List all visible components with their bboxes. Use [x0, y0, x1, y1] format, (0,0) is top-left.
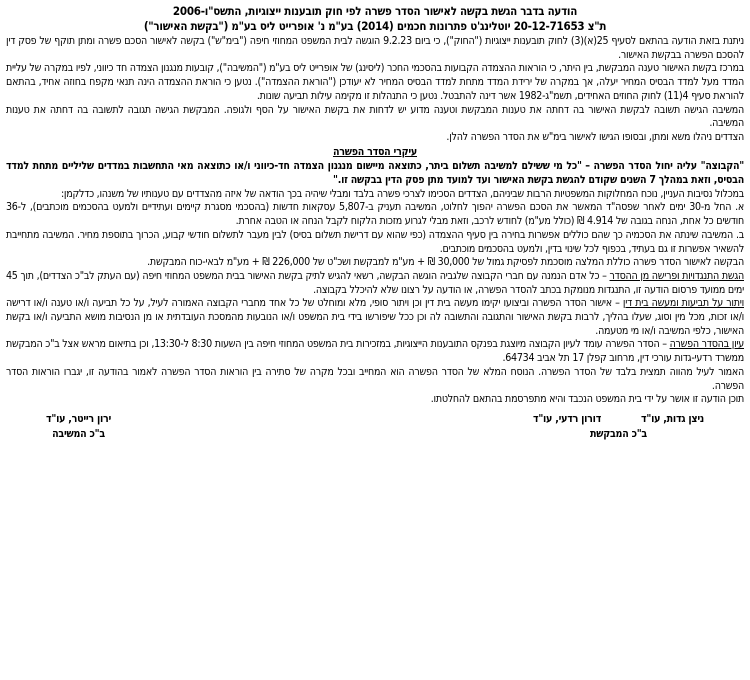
waiver-paragraph	[6, 297, 744, 338]
signature-block	[6, 413, 744, 441]
settlement-item-b: ב. המשיבה שינתה את הסכמיה כך שהם כוללים אפשרות בחירה בין סעיף ההצמדה (כפי שהוא עם דרישת תשלום בסיס) לבין מעבר לתשלום חודשי קבוע, הכרוך בתוספת מחיר. המשיבה מתחייבת להשאיר אפשרות זו גם בעתיד, בכפוף לכל שינוי בדין, ולמעט בהסכמים מוכתבים.	[6, 228, 744, 255]
group-prefix: "הקבוצה" עליה יחול הסדר הפשרה –	[585, 160, 744, 173]
viewing-paragraph	[6, 338, 744, 365]
waiver-label: ויתור על תביעות ומעשה בית דין	[622, 297, 744, 310]
paragraph-response: המשיבה הגישה תשובה לבקשת האישור בה דחתה את טענות המבקשת וטענה מדוע יש לדחות את בקשת האישור על הסף ולגופה. המבקשת הגישה תגובה לתשובה בה דחתה את טענות המשיבה.	[6, 103, 744, 130]
group-def: "כל מי ששילם למשיבה תשלום ביתר, כתוצאה מיישום מנגנון הצמדה חד-כיווני ו/או כתוצאה מאי התחשבות במדדים שליליים מתחת למדד הבסיס, וזאת במהלך 7 השנים שקודם להגשת בקשת האישור ועד למועד מתן פסק הדין בבקשה זו."	[6, 160, 744, 187]
settlement-item-a: א. החל מ-30 ימים לאחר שפסה"ד המאשר את הסכם הפשרה יהפוך לחלוט, המשיבה תעניק ב-5,807 עסקאות חדשות (בהסכמי מסגרת קיימים ועתידיים ולמעט בהסכמים מוכתבים), ל-36 חודשים כל אחת, הנחה בגובה של 4.914 ₪ (כולל מע"מ) לחודש לרכב, וזאת מבלי לגרוע מזכות הלקוח לקבל הנחה או הטבה אחרת.	[6, 201, 744, 228]
settlement-heading: עיקרי הסדר הפשרה	[332, 145, 418, 158]
objections-label: הגשת התנגדויות ופרישה מן ההסדר	[609, 269, 744, 282]
fee-note: הבקשה לאישור הסדר פשרה כוללת המלצה מוסכמת לפסיקת גמול של 30,000 ₪ + מע"מ למבקשת ושכ"ט של 226,000 ₪ + מע"מ לבאי-כוח המבקשת.	[147, 256, 744, 269]
group-definition	[6, 160, 744, 187]
viewing-text: – הסדר הפשרה עומד לעיון הקבוצה מיוצגת בפנקס התובענות הייצוגיות, במזכירות בית המשפט המחוזי חיפה בין השעות 8:30 ל-13:30, וכן בתיאום מראש אצל ב"כ המבקשת ממשרד רדעי-גדות עורכי דין, מרחוב קפלן 17 תל אביב 64734.	[6, 338, 744, 365]
applicant-role: ב"כ המבקשת	[589, 427, 647, 440]
closing-summary: האמור לעיל מהווה תמצית בלבד של הסדר הפשרה. הנוסח המלא של הסדר הפשרה הוא המחייב ובכל מקרה של סתירה בין הוראות הסדר הפשרה לאמור בהודעה זו, יגברו הוראות הסדר הפשרה.	[6, 365, 744, 392]
paragraph-negotiation: הצדדים ניהלו משא ומתן, ובסופו הגישו לאישור בימ"ש את הסדר הפשרה להלן.	[446, 130, 744, 143]
paragraph-submission: ניתנת בזאת הודעה בהתאם לסעיף 25(א)(3) לחוק תובענות ייצוגיות ("החוק"), כי ביום 9.2.23 הוגשה לבית המשפט המחוזי חיפה ("בימ"ש") בקשה לאישור הסכם פשרה ומתן תוקף של פסק דין להסכם הפשרה בבקשת האישור.	[6, 35, 745, 61]
applicant-lawyer-2: דורון רדעי, עו"ד	[532, 412, 602, 425]
notice-title: הודעה בדבר הגשת בקשה לאישור הסדר פשרה לפי חוק תובענות ייצוגיות, התשס"ו-2006	[172, 4, 578, 18]
case-line: ת"צ 20-12-71653 יוטלינג'ט פתרונות חכמים (2014) בע"מ נ' אופרייט ליס בע"מ ("בקשת האישור")	[143, 19, 607, 33]
settlement-intro: במכלול נסיבות העניין, נוכח המחלוקות המשפטיות הרבות שביניהם, הצדדים הסכימו לצרכי פשרה בלבד ומבלי שיהיה בכך הודאה של איזה מהצדדים עם טענותיו של משנהו, כדלקמן:	[60, 187, 744, 200]
objections-paragraph	[6, 270, 744, 297]
respondent-lawyer: ירון רייטר, עו"ד	[46, 412, 112, 425]
paragraph-claim: במרכז בקשת האישור טענה המבקשת, בין היתר, כי הוראות ההצמדה הקבועות בהסכמי החכר (ליסינג) של אופרייט ליס בע"מ ("המשיבה"), קובעות מנגנון הצמדה חד כיווני, לפיו במקרה של עליית המדד מעל למדד הבסיס המחיר יעלה, אך במקרה של ירידת המדד מתחת למדד הבסיס המחיר לא יעודכן ("הוראת ההצמדה"). נטען כי הוראת ההצמדה הינה תנאי מקפח בחוזה אחיד, בהתאם להוראת סעיף 4(11) לחוק החוזים האחידים, תשמ"ג-1982 אשר דינה להתבטל. נטען כי התנהלות זו מקימה עילות תביעה שונות.	[6, 62, 744, 102]
viewing-label: עיון בהסדר הפשרה	[669, 338, 745, 351]
respondent-signature	[46, 413, 111, 441]
closing-approval: תוכן הודעה זו אושר על ידי בית המשפט הנכבד והיא מתפרסמת בהתאם להחלטתו.	[430, 393, 744, 406]
waiver-text: – אישור הסדר הפשרה וביצועו יקימו מעשה בית דין וכן ויתור סופי, מלא ומוחלט של כל אחד מחברי הקבוצה האמורה לעיל, על כל תביעה ו/או טענה ו/או דרישה ו/או זכות, מכל מין וסוג, שעלו בהליך, לרבות בקשת האישור והתגובה והתשובה לה וכן ככל שיפורשו בידי בית המשפט ו/או הנובעות מהמסכת העובדתית או מן הנסיבות מושא התביעה ו/או בקשת האישור, כלפי המשיבה ו/או מי מטעמה.	[6, 297, 744, 337]
applicant-lawyer-1: ניצן גדות, עו"ד	[641, 412, 704, 425]
respondent-role: ב"כ המשיבה	[52, 427, 105, 440]
applicant-signatures	[533, 413, 704, 441]
objections-text: – כל אדם הנמנה עם חברי הקבוצה שלגביה הוגשה הבקשה, רשאי להגיש לתיק בקשת האישור בבית המשפט המחוזי חיפה (עם העתק לב"כ הצדדים), תוך 45 ימים ממועד פרסום הודעה זו, התנגדות מנומקת בכתב להסדר הפשרה, או הודעה על רצונו שלא להיכלל בקבוצה.	[6, 269, 744, 296]
